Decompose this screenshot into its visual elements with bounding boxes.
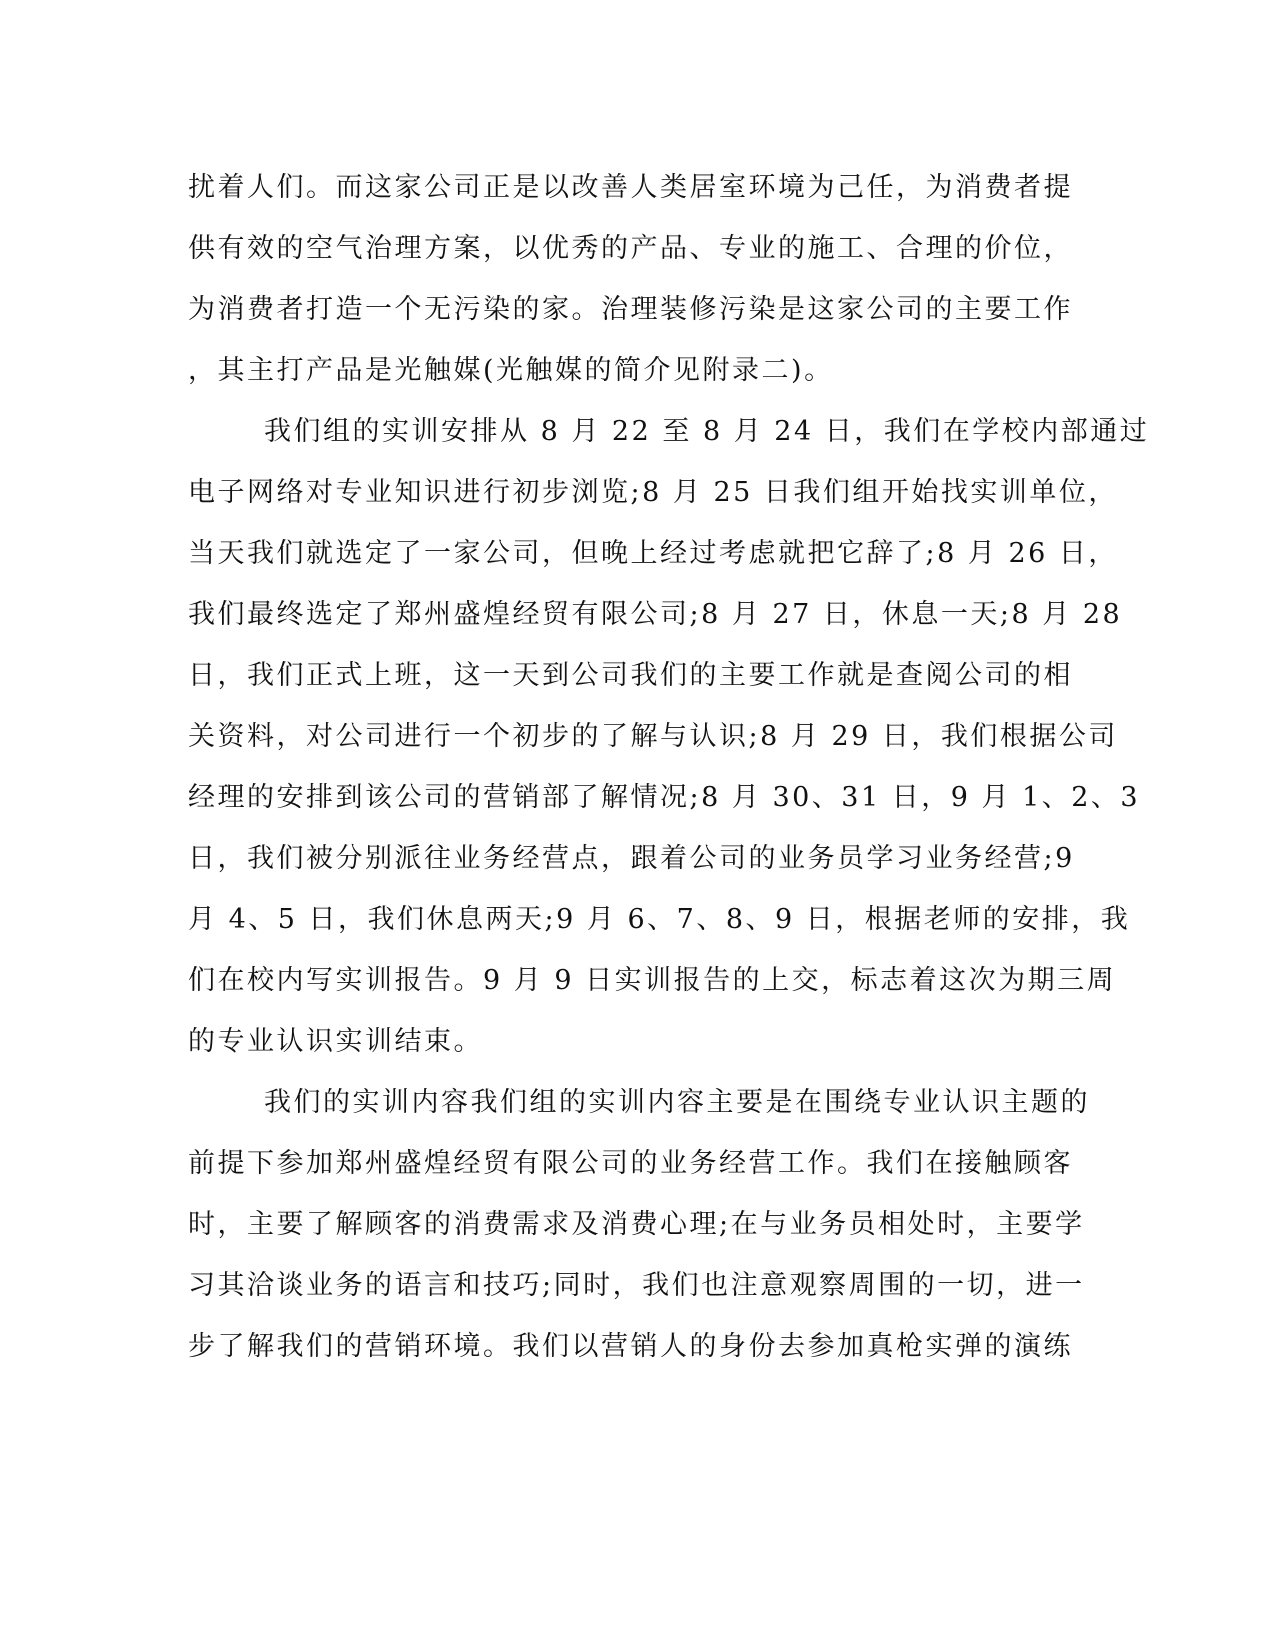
body-text bbox=[188, 157, 1150, 1377]
text-line: 日，我们被分别派往业务经营点，跟着公司的业务员学习业务经营;9 bbox=[188, 843, 1075, 874]
paragraph-content bbox=[188, 1072, 1088, 1377]
paragraph-company-intro bbox=[188, 157, 1088, 401]
text-line: 前提下参加郑州盛煌经贸有限公司的业务经营工作。我们在接触顾客 bbox=[188, 1148, 1073, 1179]
text-line: 时，主要了解顾客的消费需求及消费心理;在与业务员相处时，主要学 bbox=[188, 1209, 1085, 1240]
text-line: 日，我们正式上班，这一天到公司我们的主要工作就是查阅公司的相 bbox=[188, 660, 1073, 691]
text-line: 为消费者打造一个无污染的家。治理装修污染是这家公司的主要工作 bbox=[188, 294, 1073, 325]
text-line: 电子网络对专业知识进行初步浏览;8 月 25 日我们组开始找实训单位， bbox=[188, 477, 1118, 508]
text-line: 经理的安排到该公司的营销部了解情况;8 月 30、31 日，9 月 1、2、3 bbox=[188, 782, 1141, 813]
text-line-first: 我们组的实训安排从 8 月 22 至 8 月 24 日，我们在学校内部通过 bbox=[264, 416, 1150, 447]
text-line: ，其主打产品是光触媒(光触媒的简介见附录二)。 bbox=[188, 355, 834, 386]
text-line: 们在校内写实训报告。9 月 9 日实训报告的上交，标志着这次为期三周 bbox=[188, 965, 1117, 996]
paragraph-schedule bbox=[188, 401, 1150, 1072]
text-line: 步了解我们的营销环境。我们以营销人的身份去参加真枪实弹的演练 bbox=[188, 1331, 1073, 1362]
text-line: 当天我们就选定了一家公司，但晚上经过考虑就把它辞了;8 月 26 日， bbox=[188, 538, 1118, 569]
text-line: 习其洽谈业务的语言和技巧;同时，我们也注意观察周围的一切，进一 bbox=[188, 1270, 1085, 1301]
text-line: 我们最终选定了郑州盛煌经贸有限公司;8 月 27 日，休息一天;8 月 28 bbox=[188, 599, 1123, 630]
text-line: 供有效的空气治理方案，以优秀的产品、专业的施工、合理的价位， bbox=[188, 233, 1073, 264]
text-line: 月 4、5 日，我们休息两天;9 月 6、7、8、9 日，根据老师的安排，我 bbox=[188, 904, 1131, 935]
text-line: 扰着人们。而这家公司正是以改善人类居室环境为己任，为消费者提 bbox=[188, 172, 1073, 203]
text-line: 的专业认识实训结束。 bbox=[188, 1026, 483, 1057]
text-line-first: 我们的实训内容我们组的实训内容主要是在围绕专业认识主题的 bbox=[264, 1087, 1090, 1118]
text-line: 关资料，对公司进行一个初步的了解与认识;8 月 29 日，我们根据公司 bbox=[188, 721, 1118, 752]
